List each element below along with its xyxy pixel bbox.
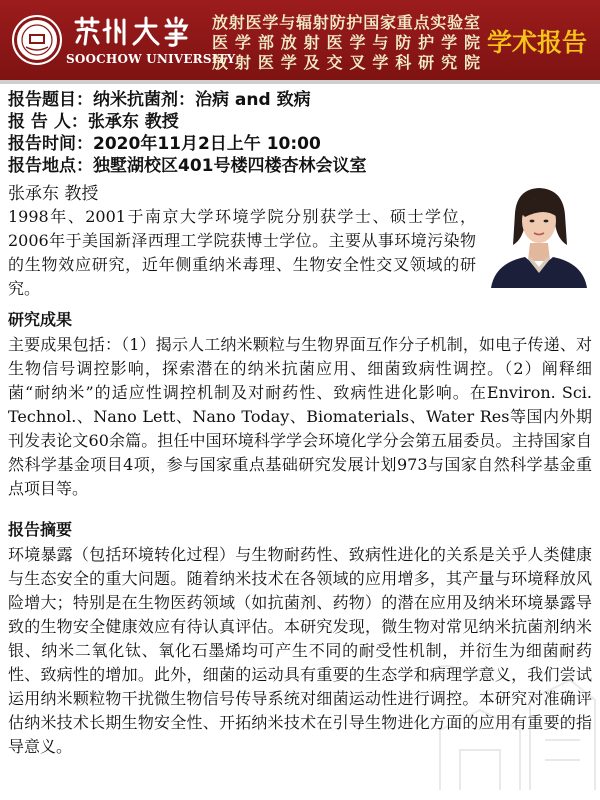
info-time-value: 2020年11月2日上午 10:00 (93, 134, 321, 154)
speaker-portrait (485, 183, 592, 288)
abstract-text: 环境暴露（包括环境转化过程）与生物耐药性、致病性进化的关系是关乎人类健康与生态安全的重大问题。随着纳米技术在各领域的应用增多，其产量与环境释放风险增大；特别是在生物医药领域（如抗菌剂、药物）的潜在应用及纳米环境暴露导致的生物安全健康效应有待认真评估。本研究发现，微生物对常见纳米抗菌剂纳米银、纳米二氧化钛、氧化石墨烯均可产生不同的耐受性机制，并衍生为细菌耐药性、致病性的增加。此外，细菌的运动具有重要的生态学和病理学意义，我们尝试运用纳米颗粒物干扰微生物信号传导系统对细菌运动性进行调控。本研究对准确评估纳米技术长期生物安全性、开拓纳米技术在引导生物进化方面的应用有重要的指导意义。 (8, 545, 592, 756)
info-place-row (8, 155, 488, 177)
lab-name-line-3: 放射医学及交叉学科研究院 (212, 53, 480, 72)
speaker-name: 张承东 教授 (8, 184, 99, 204)
lab-name-line-1: 放射医学与辐射防护国家重点实验室 (212, 13, 480, 32)
university-english-name: SOOCHOW UNIVERSITY (66, 52, 236, 66)
info-speaker-row (8, 111, 488, 133)
lab-name-line-2: 医学部放射医学与防护学院 (212, 33, 480, 52)
info-title-row (8, 89, 488, 111)
info-title-label: 报告题目： (8, 90, 93, 110)
info-time-label: 报告时间： (8, 134, 93, 154)
achievements-heading: 研究成果 (8, 310, 73, 329)
achievements-text: 主要成果包括：（1）揭示人工纳米颗粒与生物界面互作分子机制，如电子传递、对生物信号调控影响，探索潜在的纳米抗菌应用、细菌致病性调控。（2）阐释细菌“耐纳米”的适应性调控机制及对耐药性、致病性进化影响。在Environ. Sci. Technol.、Nano Lett、Nano Today、Biomaterials、Water Res等国内外期刊发表论文60余篇。担任中国环境科学学会环境化学分会第五届委员。主持国家自然科学基金项目4项，参与国家重点基础研究发展计划973与国家自然科学基金重点项目等。 (8, 335, 592, 498)
header-banner (0, 0, 600, 82)
info-time-row (8, 133, 488, 155)
info-place-label: 报告地点： (8, 156, 93, 176)
info-speaker-label: 报 告 人： (8, 112, 88, 132)
info-place-value: 独墅湖校区401号楼四楼杏林会议室 (93, 156, 367, 176)
abstract-heading: 报告摘要 (8, 520, 73, 539)
university-calligraphy-logo (72, 14, 190, 48)
university-seal-logo (12, 15, 62, 65)
info-speaker-value: 张承东 教授 (87, 112, 179, 132)
academic-report-badge: 学术报告 (487, 28, 588, 57)
info-title-value: 纳米抗菌剂：治病 and 致病 (93, 90, 311, 110)
header-divider (0, 80, 600, 84)
speaker-bio: 1998年、2001于南京大学环境学院分别获学士、硕士学位，2006年于美国新泽西理工学院获博士学位。主要从事环境污染物的生物效应研究，近年侧重纳米毒理、生物安全性交叉领域的研究。 (8, 207, 476, 298)
